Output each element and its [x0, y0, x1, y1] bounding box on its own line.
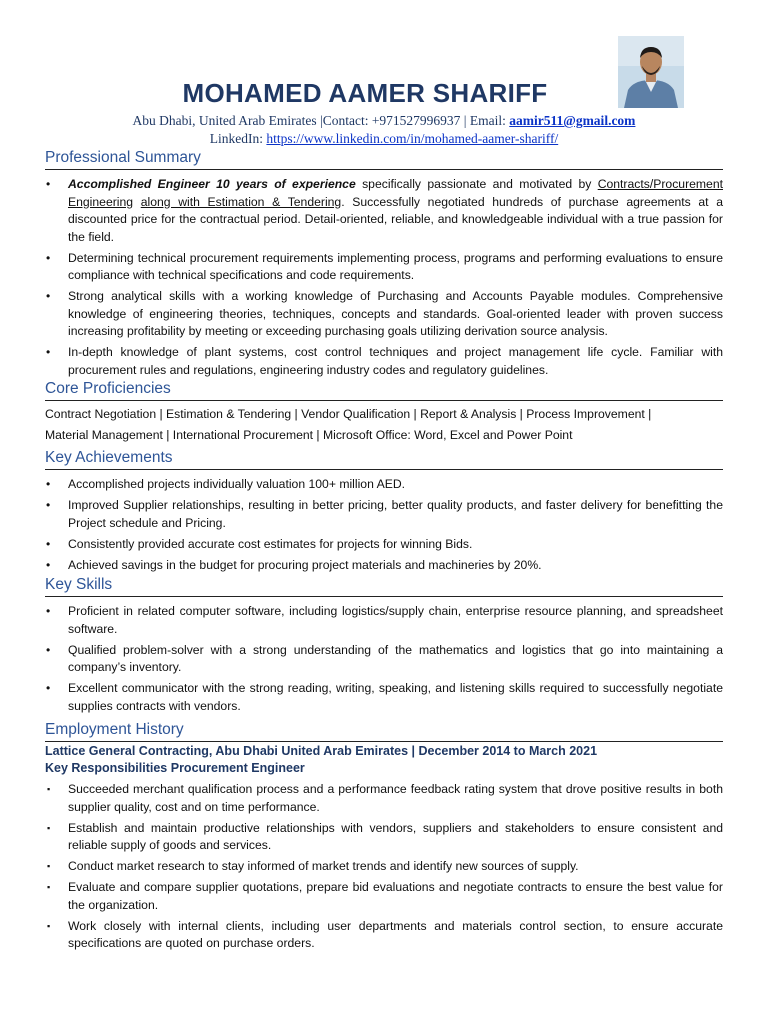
- list-item: • Achieved savings in the budget for procuring project materials and machineries by 20%.: [45, 557, 723, 575]
- core-proficiencies-section: [45, 380, 723, 446]
- list-item: • Qualified problem-solver with a strong understanding of the mathematics and logistics that go into maintaining a company’s inventory.: [45, 642, 723, 677]
- proficiency-line: Contract Negotiation | Estimation & Tendering | Vendor Qualification | Report & Analysis | Process Improvement |: [45, 407, 652, 421]
- job-role-line: Key Responsibilities Procurement Engineer: [45, 761, 305, 775]
- list-item: • Improved Supplier relationships, resulting in better pricing, better quality products, and faster delivery for benefitting the Project schedule and Pricing.: [45, 497, 723, 532]
- list-item: ▪ Work closely with internal clients, including user departments and materials control section, to ensure accurate specifications are quoted on purchase orders.: [45, 918, 723, 953]
- key-skills-section: [45, 576, 723, 719]
- list-item: • Accomplished Engineer 10 years of experience specifically passionate and motivated by Contracts/Procurement Engineering along with Estimation & Tendering. Successfully negotiated hundreds of purchase agreements at a discounted price for the contractual period. Detail-oriented, reliable, and knowledgeable individual with a true passion for the field.: [45, 176, 723, 246]
- list-item: ▪ Conduct market research to stay informed of market trends and identify new sources of supply.: [45, 858, 723, 876]
- list-item: ▪ Succeeded merchant qualification process and a performance feedback rating system that drove positive results in both supplier quality, cost and on time performance.: [45, 781, 723, 816]
- list-item: • In-depth knowledge of plant systems, cost control techniques and project management life cycle. Familiar with procurement rules and regulations, engineering industry codes and regulatory guidelines.: [45, 344, 723, 379]
- contact-line: [0, 113, 768, 129]
- list-item: • Determining technical procurement requirements implementing process, programs and performing evaluations to ensure compliance with technical specifications and code requirements.: [45, 250, 723, 285]
- section-heading: Employment History: [45, 721, 723, 742]
- list-item: ▪ Evaluate and compare supplier quotations, prepare bid evaluations and negotiate contracts to ensure the best value for the organization.: [45, 879, 723, 914]
- list-item: • Excellent communicator with the strong reading, writing, speaking, and listening skills required to successfully negotiate supplies contracts with vendors.: [45, 680, 723, 715]
- key-achievements-section: [45, 449, 723, 578]
- skills-list: [45, 603, 723, 715]
- section-heading: Professional Summary: [45, 149, 723, 170]
- achievements-list: [45, 476, 723, 574]
- responsibilities-list: [45, 781, 723, 953]
- job-title-line: Lattice General Contracting, Abu Dhabi United Arab Emirates | December 2014 to March 2021: [45, 744, 598, 758]
- linkedin-line: [0, 131, 768, 147]
- section-heading: Key Achievements: [45, 449, 723, 470]
- section-heading: Key Skills: [45, 576, 723, 597]
- list-item: ▪ Establish and maintain productive relationships with vendors, suppliers and stakeholders to ensure consistent and reliable supply of goods and services.: [45, 820, 723, 855]
- candidate-name: MOHAMED AAMER SHARIFF: [182, 78, 548, 108]
- list-item: • Proficient in related computer software, including logistics/supply chain, enterprise resource planning, and spreadsheet software.: [45, 603, 723, 638]
- proficiency-line: Material Management | International Procurement | Microsoft Office: Word, Excel and Power Point: [45, 428, 573, 442]
- professional-summary-section: [45, 149, 723, 383]
- employment-history-section: [45, 721, 723, 956]
- location-contact-text: Abu Dhabi, United Arab Emirates |Contact: +971527996937 | Email:: [132, 113, 510, 128]
- linkedin-link[interactable]: https://www.linkedin.com/in/mohamed-aamer-shariff/: [266, 131, 559, 146]
- section-heading: Core Proficiencies: [45, 380, 723, 401]
- list-item: • Strong analytical skills with a working knowledge of Purchasing and Accounts Payable modules. Comprehensive knowledge of engineering theories, techniques, concepts and standards. Goal-oriented leader with proven success increasing profitability by meeting or exceeding purchasing goals utilizing derivation source analysis.: [45, 288, 723, 341]
- email-link[interactable]: aamir511@gmail.com: [509, 113, 636, 128]
- list-item: • Accomplished projects individually valuation 100+ million AED.: [45, 476, 723, 494]
- list-item: • Consistently provided accurate cost estimates for projects for winning Bids.: [45, 536, 723, 554]
- linkedin-label: LinkedIn:: [209, 131, 267, 146]
- summary-list: [45, 176, 723, 379]
